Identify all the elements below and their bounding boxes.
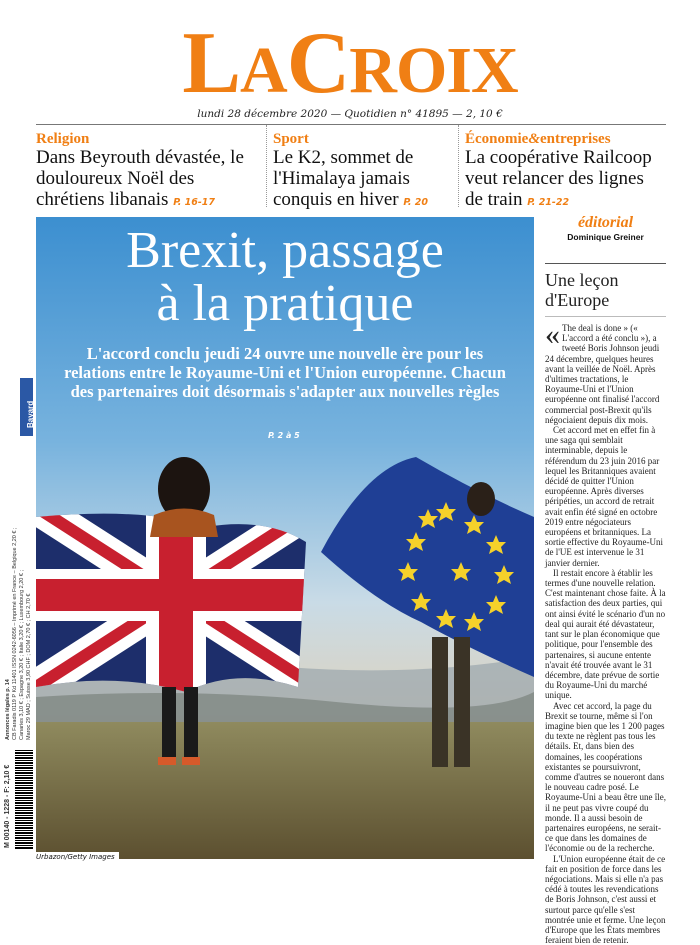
editorial-paragraph: L'Union européenne était de ce fait en position de force dans les négociations. Mais si elle n'a pas cédé à toutes les revendications de Boris Johnson, c'est aussi et surtout parce qu'elle s'est montrée unie et ferme. Une leçon d'Europe que les États membres feraient bien de retenir. — [545, 853, 666, 945]
editorial-kicker: éditorial — [577, 214, 634, 231]
teaser-row — [36, 124, 666, 210]
editorial-title[interactable]: Une leçon d'Europe — [545, 270, 619, 310]
editorial-paragraph: Il restait encore à établir les termes d'une nouvelle relation. C'est maintenant chose faite. À la satisfaction des deux parties, qui ont ainsi évité le scénario d'un no deal qui aurait été dévastateur, tant sur le plan économique que politique, pour l'ensemble des partenaires, si aucune entente n'avait été trouvée avant le 31 décembre, date prévue de sortie du Royaume-Uni du marché unique. — [545, 567, 666, 701]
bayard-logo: Bayard — [20, 378, 33, 436]
teaser-headline: Le K2, sommet de l'Himalaya jamais conquis en hiver P. 20 — [273, 147, 428, 210]
teaser-kicker: Sport — [273, 131, 309, 147]
photo-credit: Urbazon/Getty Images — [36, 852, 119, 861]
page-ref: P. 21-22 — [527, 197, 570, 208]
editorial-paragraph: Cet accord met en effet fin à une saga qui semblait interminable, depuis le référendum du 23 juin 2016 par lequel les Britanniques avaient décidé de quitter l'Union européenne. Après diverses péripéties, un accord de retrait avait enfin été signé en octobre 2019 entre négociateurs européens et britanniques. La sortie effective du Royaume-Uni de l'UE est intervenue le 31 janvier dernier. — [545, 425, 664, 568]
page-ref: P. 20 — [403, 197, 428, 208]
dateline: lundi 28 décembre 2020 — Quotidien n° 41895 — 2, 10 € — [197, 108, 503, 120]
editorial-paragraph: Avec cet accord, la page du Brexit se tourne, même si l'on imagine bien que les 1 200 pages du texte ne règlent pas tous les détails. Et, dans bien des domaines, les coopérations existantes se poursuivront, comme d'autres se noueront dans le nouveau cadre posé. Le Royaume-Uni a beau être une île, il ne peut pas vivre coupé du monde. Il a aussi besoin de partenaires européens, ne serait-ce que dans les domaines de l'économie ou de la recherche. — [545, 700, 666, 854]
divider — [545, 263, 666, 264]
legal-line: Maroc 29 MAD ; Suisse 3,90 CHF ; DOM 2,70 € ; CH 2,70 € — [26, 593, 32, 740]
cover-page-ref: P. 2 à 5 — [268, 431, 300, 440]
editorial-author: Dominique Greiner — [567, 232, 644, 242]
page-ref: P. 16-17 — [173, 197, 216, 208]
barcode — [15, 750, 33, 850]
legal-line: Canaries 3,10 € ; Espagne 3,20 € ; Italie 3,20 € ; Luxembourg 2,20 € ; — [19, 569, 25, 740]
teaser-headline: Dans Beyrouth dévastée, le douloureux Noël des chrétiens libanais P. 16-17 — [36, 147, 244, 210]
editorial-body — [545, 318, 666, 945]
teaser-headline: La coopérative Railcoop veut relancer des lignes de train P. 21-22 — [465, 147, 652, 210]
editorial-paragraph: « The deal is done » (« L'accord a été conclu »), a tweeté Boris Johnson jeudi 24 décembre, quelques heures avant la veillée de Noël. Après d'ultimes tractations, le Royaume-Uni et l'Union européenne ont finalisé l'accord commercial post-Brexit qu'ils négociaient depuis dix mois. — [545, 318, 660, 425]
teaser-religion[interactable] — [36, 125, 267, 210]
teaser-sport[interactable] — [267, 125, 459, 210]
cover-headline[interactable]: Brexit, passage à la pratique — [126, 222, 444, 332]
divider — [545, 316, 666, 317]
teaser-kicker: Économie&entreprises — [465, 131, 611, 147]
legal-notice-ref: Annonces légales p. 14 — [5, 679, 11, 740]
legal-line: CB Faradis 0119 P Kd 11401 ISSN 0242-6056 – Imprimé en France – Belgique 2,20 € ; — [12, 527, 18, 740]
teaser-kicker: Religion — [36, 131, 90, 147]
teaser-economie[interactable] — [459, 125, 666, 210]
masthead-logo: LACROIX — [182, 15, 518, 112]
barcode-text: M 00140 - 1228 - F: 2,10 € — [4, 764, 11, 848]
cover-deck: L'accord conclu jeudi 24 ouvre une nouvelle ère pour les relations entre le Royaume-Uni et l'Union européenne. Chacun des partenaires doit désormais s'adapter aux nouvelles règles — [64, 344, 506, 401]
quote-mark: « — [545, 318, 560, 351]
